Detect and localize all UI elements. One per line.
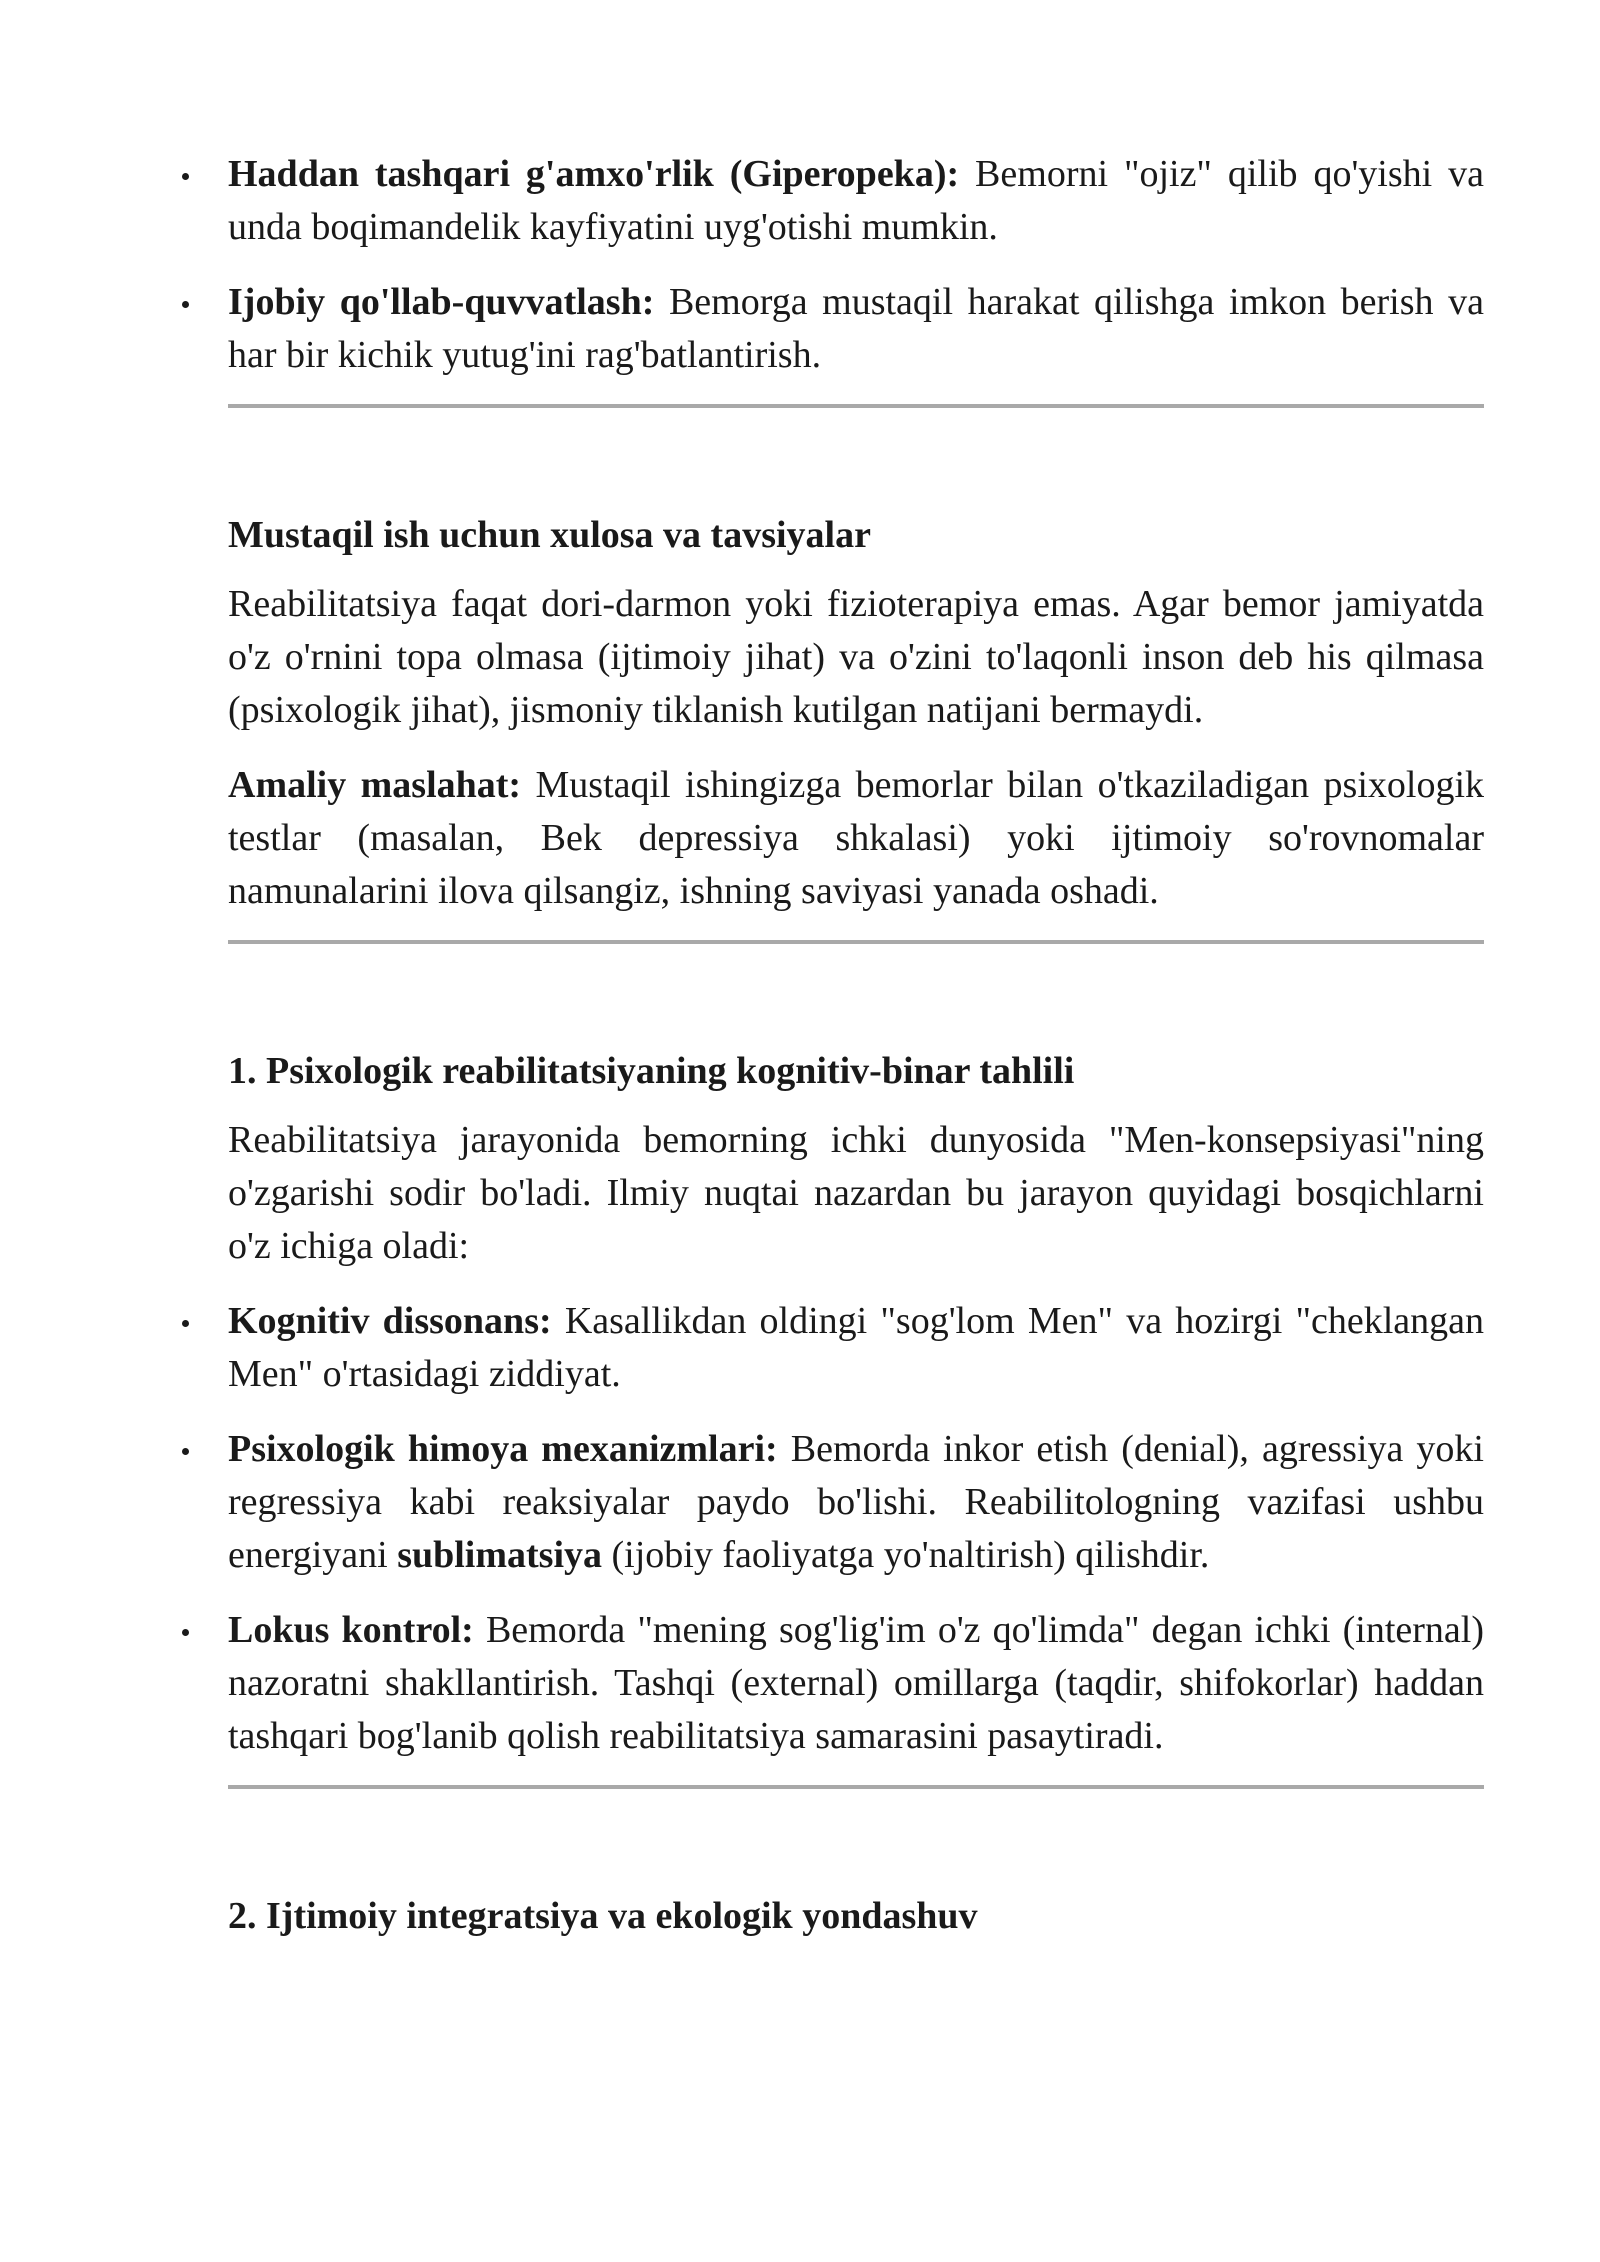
item-term: Lokus kontrol:	[228, 1609, 474, 1651]
item-term: Ijobiy qo'llab-quvvatlash:	[228, 281, 655, 323]
list-item	[228, 1604, 1484, 1763]
section1-intro: Reabilitatsiya jarayonida bemorning ichki dunyosida "Men-konsepsiyasi"ning o'zgarishi sodir bo'ladi. Ilmiy nuqtai nazardan bu jarayon quyidagi bosqichlarni o'z ichiga oladi:	[228, 1119, 1484, 1267]
list-item	[228, 276, 1484, 382]
list-item	[228, 1295, 1484, 1401]
item-text: Kasallikdan oldingi "sog'lom Men" va hozirgi "cheklangan Men" o'rtasidagi ziddiyat.	[228, 1300, 1484, 1395]
item-term: Haddan tashqari g'amxo'rlik (Giperopeka):	[228, 153, 960, 195]
list-item	[228, 148, 1484, 254]
advice-paragraph	[228, 759, 1484, 918]
item-text: (ijobiy faoliyatga yo'naltirish) qilishdir.	[602, 1534, 1210, 1576]
item-term: Kognitiv dissonans:	[228, 1300, 552, 1342]
advice-label: Amaliy maslahat:	[228, 764, 522, 806]
item-text: Bemorda "mening sog'lig'im o'z qo'limda" degan ichki (internal) nazoratni shakllantirish. Tashqi (external) omillarga (taqdir, shifokorlar) haddan tashqari bog'lanib qolish reabilitatsiya samarasini pasaytiradi.	[228, 1609, 1485, 1757]
item-text: Bemorda inkor etish (denial), agressiya yoki regressiya kabi reaksiyalar paydo bo'lishi. Reabilitologning vazifasi ushbu energiyani	[228, 1428, 1484, 1576]
item-text: Bemorga mustaqil harakat qilishga imkon berish va har bir kichik yutug'ini rag'batlantirish.	[228, 281, 1484, 376]
bullet-list-psychology	[228, 1295, 1484, 1763]
advice-text: Mustaqil ishingizga bemorlar bilan o'tkaziladigan psixologik testlar (masalan, Bek depressiya shkalasi) yoki ijtimoiy so'rovnomalar namunalarini ilova qilsangiz, ishning saviyasi yanada oshadi.	[228, 764, 1485, 912]
bullet-list-care	[228, 148, 1484, 382]
page-content	[228, 148, 1484, 1959]
conclusion-paragraph: Reabilitatsiya faqat dori-darmon yoki fizioterapiya emas. Agar bemor jamiyatda o'z o'rnini topa olmasa (ijtimoiy jihat) va o'zini to'laqonli inson deb his qilmasa (psixologik jihat), jismoniy tiklanish kutilgan natijani bermaydi.	[228, 583, 1484, 731]
item-emphasis: sublimatsiya	[397, 1534, 603, 1576]
conclusion-heading: Mustaqil ish uchun xulosa va tavsiyalar	[228, 514, 871, 556]
list-item	[228, 1423, 1484, 1582]
section2-heading: 2. Ijtimoiy integratsiya va ekologik yondashuv	[228, 1895, 978, 1937]
item-term: Psixologik himoya mexanizmlari:	[228, 1428, 778, 1470]
item-text: Bemorni "ojiz" qilib qo'yishi va unda boqimandelik kayfiyatini uyg'otishi mumkin.	[228, 153, 1484, 248]
section1-heading: 1. Psixologik reabilitatsiyaning kognitiv-binar tahlili	[228, 1050, 1075, 1092]
